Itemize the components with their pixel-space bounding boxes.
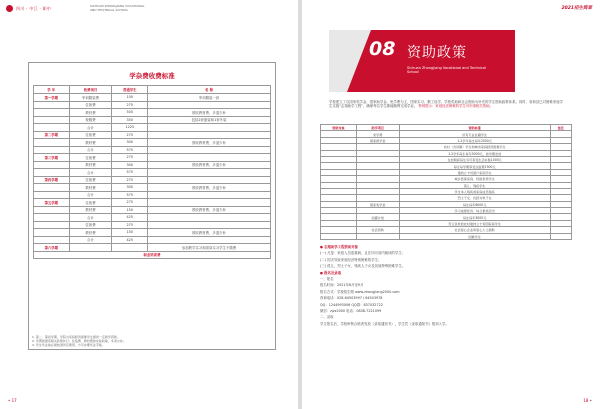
table-row (34, 116, 271, 124)
table-cell: 每生每年6000元 (399, 201, 550, 207)
semester-cell (34, 124, 70, 132)
semester-cell (34, 214, 70, 222)
semester-cell: 第四学期 (34, 176, 70, 184)
fee-title: 学杂费收费标准 (129, 72, 175, 80)
section-line: 咨询电话：028-64503997 / 64503978 (320, 296, 383, 301)
note-line: 3. 学生毕业前必须结清所有费用，方可办理毕业手续。 (32, 343, 105, 347)
table-cell: 社会资助 (356, 227, 399, 233)
table-cell: 烈士子女、优抚对象子女 (399, 195, 550, 201)
table-row (34, 94, 271, 102)
table-cell: 学生本人残疾或家庭成员残疾 (399, 188, 550, 194)
table-row (34, 244, 271, 252)
table-cell: 军训服装费 (69, 94, 112, 102)
table-cell: 合计 (69, 214, 112, 222)
intro-body: 学校建立了以国家奖学金、国家助学金、免学费为主，国家实习、勤工俭学、学校奖助和社会资助为补充的学生资助政策体系。同时，省和县已对困难家庭学生实施“志翔助学工程”，确保每位学生都能顺利完成学业。 (329, 100, 563, 109)
note-line: 1. 第二、第四学期，学院为家庭经济困难学生提供一定助学资助。 (32, 335, 120, 339)
semester-cell (34, 169, 70, 177)
table-cell: 575 (112, 146, 148, 154)
table-cell: 预收教材费，多退少补 (148, 139, 271, 147)
table-cell (148, 131, 271, 139)
table-cell: 教材费 (69, 184, 112, 192)
table-cell: 275 (112, 101, 148, 109)
table-cell: 500 (112, 109, 148, 117)
table-row (34, 124, 271, 132)
header-cell: 学 年 (34, 86, 70, 94)
table-cell: 275 (112, 154, 148, 162)
table-cell: 350 (112, 116, 148, 124)
semester-cell: 第三学期 (34, 154, 70, 162)
extra-label-cell: 职业培训费 (34, 251, 271, 259)
table-row (34, 161, 271, 169)
table-cell: 合计 (69, 124, 112, 132)
table-cell: 合计 (69, 169, 112, 177)
table-cell: 住宿费 (69, 221, 112, 229)
section-line: ● 报名及录取 (320, 270, 342, 275)
table-row (34, 206, 271, 214)
table-cell: 在校期间每生另可享受生活补贴1000元 (399, 156, 550, 162)
table-cell: 城乡低保家庭、特困供养学生 (399, 176, 550, 182)
table-cell: 住宿费 (69, 101, 112, 109)
table-cell: 所有专业在籍学生 (399, 131, 550, 137)
table-row (34, 229, 271, 237)
table-cell: 合计 (69, 236, 112, 244)
table-row (34, 236, 271, 244)
table-row (34, 184, 271, 192)
table-cell: 雨露计划 (356, 214, 399, 220)
table-cell: 参加教学实习和顶岗实习学生不缴费 (148, 244, 271, 252)
header-cell: 普通学生 (112, 86, 148, 94)
table-row (34, 146, 271, 154)
table-cell: 150 (112, 206, 148, 214)
table-cell: 备注 (550, 125, 571, 131)
semester-cell: 第二学期 (34, 131, 70, 139)
table-cell (356, 233, 399, 239)
section-line: (三) 孤儿、烈士子女、残疾人子女及其他特殊困难学生。 (320, 264, 406, 269)
table-cell: 孤儿、残疾学生 (399, 182, 550, 188)
table-cell (148, 221, 271, 229)
semester-cell (34, 109, 70, 117)
semester-cell (34, 101, 70, 109)
table-row (34, 221, 271, 229)
semester-cell (34, 161, 70, 169)
table-cell: 住宿费 (69, 176, 112, 184)
table-row (34, 101, 271, 109)
table-cell: 预收教材费，多退少补 (148, 229, 271, 237)
table-cell: 275 (112, 199, 148, 207)
table-cell: 国家助学金 (356, 137, 399, 143)
table-cell: 学习成绩优异、综合素质突出 (399, 208, 550, 214)
table-row (34, 251, 271, 259)
table-cell: 575 (112, 191, 148, 199)
table-cell: 300 (112, 161, 148, 169)
table-cell: 免学费 (356, 131, 399, 137)
table-cell (148, 124, 271, 132)
table-cell (148, 154, 271, 162)
table-row (34, 154, 271, 162)
enroll-section (320, 244, 576, 327)
table-cell: 符合条件的农村建档立卡贫困家庭学生 (399, 220, 550, 226)
table-cell (148, 199, 271, 207)
table-cell (148, 169, 271, 177)
table-cell: 教材费 (69, 109, 112, 117)
table-cell (148, 146, 271, 154)
section-line: 微信：zjzz2000 电话：0838-7221099 (320, 309, 382, 314)
table-cell (112, 244, 148, 252)
table-cell: 农村（含县镇）学生和城市家庭经济困难学生 (399, 144, 550, 150)
fee-notes (32, 335, 272, 347)
table-cell: 教材费 (69, 206, 112, 214)
right-page (302, 0, 600, 409)
section-banner (329, 30, 515, 92)
table-row (34, 199, 271, 207)
table-row (34, 169, 271, 177)
header-cell: 收费项目 (69, 86, 112, 94)
logo-en-text: SICHUAN ZHONGJIANG VOCATIONAL AND TECHNICAL SCHOOL (90, 4, 145, 12)
table-cell: 合计 (69, 191, 112, 199)
page-number: 18 • (583, 398, 592, 403)
table-cell (550, 233, 571, 239)
semester-cell (34, 229, 70, 237)
table-cell (148, 176, 271, 184)
table-cell (69, 244, 112, 252)
table-cell: 预收教材费，多退少补 (148, 109, 271, 117)
aid-table (320, 124, 572, 240)
section-subtitle: Sichuan Zhongjiang Vocational and Technical School (407, 66, 486, 74)
table-cell: 1225 (112, 124, 148, 132)
section-line: ● 志翔助学工程资助对象 (320, 245, 359, 249)
intro-highlight: 特别提示：家庭经济困难的学生可申请相关资助。 (418, 104, 493, 109)
section-title: 资助政策 (407, 45, 467, 61)
table-row (34, 109, 271, 117)
section-line: 学生报名后，学校审核合格者发放《录取通知书》，学生凭《录取通知书》报到入学。 (320, 321, 449, 326)
aid-table-wrap (320, 124, 572, 240)
section-line: QQ：1244993006 QQ群：837032722 (320, 302, 383, 307)
table-cell: 资助标准 (399, 125, 550, 131)
table-cell: 合计 (69, 146, 112, 154)
table-cell: 国家奖学金 (356, 201, 399, 207)
section-line: 报名方式：学校招生网 www.zhongjiang2000.com (320, 289, 400, 294)
table-cell: 住宿费 (69, 154, 112, 162)
table-cell: 建档立卡贫困户家庭学生 (399, 169, 550, 175)
table-cell: 每生每学期享受住宿费1500元 (399, 163, 550, 169)
semester-cell: 第一学期 (34, 94, 70, 102)
table-cell: 教材费 (69, 161, 112, 169)
section-line: (二) 因灾导致家庭经济特别困难的学生； (320, 257, 382, 262)
table-cell: 资助对象 (321, 125, 357, 131)
table-cell: 社会爱心企业和爱心人士捐助 (399, 227, 550, 233)
table-cell: 困难学生 (399, 233, 550, 239)
section-number: 08 (369, 38, 396, 60)
table-cell: 1-2学年每生每年2000元 (399, 137, 550, 143)
table-row (34, 131, 271, 139)
fee-panel (28, 62, 276, 350)
header-tag: 2021招生简章 (561, 6, 592, 11)
logo-icon (6, 5, 13, 12)
table-cell: 275 (112, 131, 148, 139)
note-line: 2. 学费按国家相关政策执行；住宿费、教材费按实际收取，多退少补。 (32, 339, 126, 343)
table-cell: 575 (112, 169, 148, 177)
section-line: 一、报名 (320, 277, 334, 282)
table-cell: 住宿费 (69, 199, 112, 207)
table-cell: 275 (112, 176, 148, 184)
table-cell: 助学项目 (356, 125, 399, 131)
table-cell: 每生每年3000元 (399, 214, 550, 220)
section-line: 报名时间：2021年6月至9月 (320, 283, 364, 288)
table-cell (148, 214, 271, 222)
table-cell: 300 (112, 139, 148, 147)
table-cell: 100 (112, 94, 148, 102)
table-cell (148, 101, 271, 109)
intro-text (329, 100, 565, 109)
table-row (34, 139, 271, 147)
table-cell: 包括2套夏装和1套冬装 (148, 116, 271, 124)
semester-cell: 第五学期 (34, 199, 70, 207)
semester-cell (34, 206, 70, 214)
semester-cell (34, 184, 70, 192)
table-cell: 预收教材费，多退少补 (148, 184, 271, 192)
semester-cell (34, 236, 70, 244)
table-cell: 300 (112, 184, 148, 192)
table-cell: 425 (112, 236, 148, 244)
table-cell (148, 236, 271, 244)
table-cell: 住宿费 (69, 131, 112, 139)
semester-cell: 第六学期 (34, 244, 70, 252)
logo-cn-text: 四川 · 中江 · 职中 (16, 5, 52, 11)
table-cell (321, 233, 357, 239)
table-cell: 150 (112, 229, 148, 237)
semester-cell (34, 116, 70, 124)
table-row (34, 214, 271, 222)
table-row (34, 191, 271, 199)
left-page (0, 0, 298, 409)
table-cell: 校服费 (69, 116, 112, 124)
table-cell: 教材费 (69, 139, 112, 147)
semester-cell (34, 139, 70, 147)
section-line: 二、录取 (320, 315, 334, 320)
page-number: • 17 (8, 398, 17, 403)
table-row (321, 233, 572, 239)
table-cell: 425 (112, 214, 148, 222)
table-cell: 预收教材费，多退少补 (148, 206, 271, 214)
table-cell: 军训服装一套 (148, 94, 271, 102)
semester-cell (34, 146, 70, 154)
header-cell: 名 称 (148, 86, 271, 94)
fee-table-wrap (33, 85, 271, 259)
fee-table (33, 85, 271, 259)
semester-cell (34, 191, 70, 199)
table-row (34, 176, 271, 184)
table-cell: 275 (112, 221, 148, 229)
table-cell: 预收教材费，多退少补 (148, 161, 271, 169)
table-cell (148, 191, 271, 199)
school-logo (6, 5, 51, 12)
section-line: (一) 凡是：家庭人员患重病，且在四川省内就读的学生； (320, 251, 406, 256)
semester-cell (34, 221, 70, 229)
table-cell: 教材费 (69, 229, 112, 237)
table-cell: 1-2学年每生每年3000元，按学期发放 (399, 150, 550, 156)
